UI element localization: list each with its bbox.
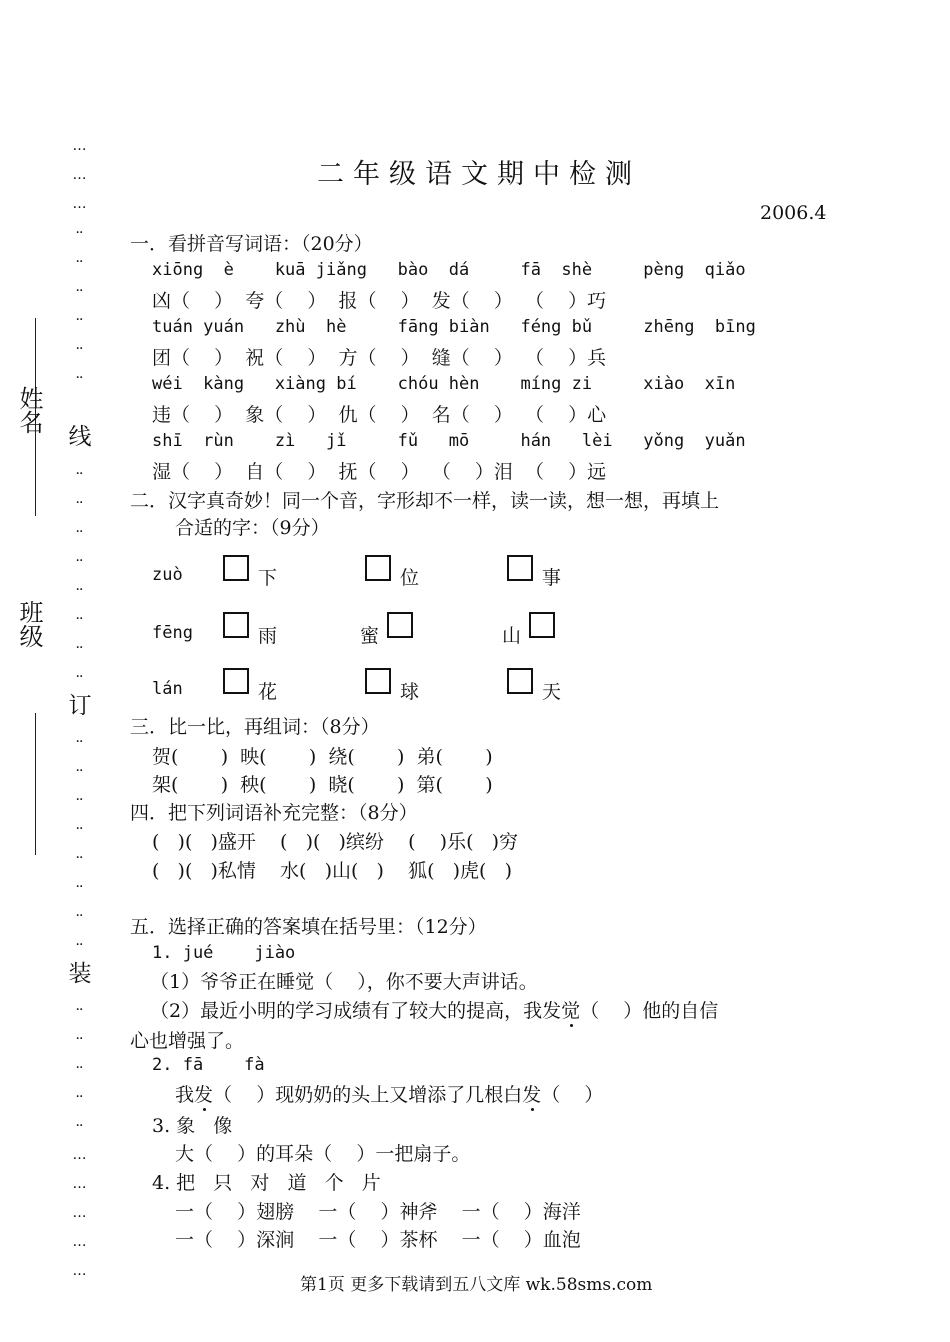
answer-box[interactable] xyxy=(223,612,249,638)
s5-q2-text xyxy=(175,1080,603,1107)
answer-box[interactable] xyxy=(387,612,413,638)
answer-box[interactable] xyxy=(365,555,391,581)
s3-row: 贺( ) 映( ) 绕( ) 弟( ) xyxy=(152,746,493,768)
s1-pinyin-row: tuán yuán zhù hè fāng biàn féng bǔ zhēng bīng xyxy=(152,317,756,337)
s5-q1-a: （1）爷爷正在睡觉（ ），你不要大声讲话。 xyxy=(150,971,538,993)
text: （2）最近小明的学习成绩有了较大的提高，我发 xyxy=(150,1000,562,1022)
dot-mark: ·· xyxy=(75,283,83,299)
dot-mark: ·· xyxy=(75,1089,83,1105)
dot-mark: ·· xyxy=(75,370,83,386)
page-footer: 第1页 更多下载请到五八文库 wk.58sms.com xyxy=(300,1275,653,1295)
dot-mark: ·· xyxy=(75,1060,83,1076)
s2-char: 花 xyxy=(258,681,278,703)
section5-heading: 五．选择正确的答案填在括号里：（12分） xyxy=(130,916,487,938)
dot-mark: ·· xyxy=(75,821,83,837)
dot-mark: … xyxy=(72,1147,86,1163)
dot-mark: ·· xyxy=(75,254,83,270)
dot-column-bot xyxy=(66,996,92,1286)
s5-q3-label: 3. 象 像 xyxy=(152,1115,233,1137)
s2-char: 天 xyxy=(542,681,562,703)
dot-mark: ·· xyxy=(75,1118,83,1134)
s1-pinyin-row: shī rùn zì jǐ fǔ mō hán lèi yǒng yuǎn xyxy=(152,431,746,451)
s2-char: 事 xyxy=(542,567,562,589)
s5-q4-row: 一（ ）深涧 一（ ）茶杯 一（ ）血泡 xyxy=(175,1229,581,1251)
s2-char: 球 xyxy=(400,681,420,703)
s2-pinyin: zuò xyxy=(152,565,183,585)
dot-mark: … xyxy=(72,138,86,154)
s5-q4-row: 一（ ）翅膀 一（ ）神斧 一（ ）海洋 xyxy=(175,1201,581,1223)
s5-q1-b xyxy=(150,996,718,1023)
dot-mark: ·· xyxy=(75,879,83,895)
dot-mark: ·· xyxy=(75,1002,83,1018)
name-label: 姓名 xyxy=(15,386,43,434)
bind-mark-order: 订 xyxy=(68,693,92,719)
dot-column-mid xyxy=(66,460,92,692)
text: （ ）现奶奶的头上又增添了几根白 xyxy=(213,1084,523,1106)
dot-mark: … xyxy=(72,1205,86,1221)
dot-mark: ·· xyxy=(75,937,83,953)
s1-char-row: 违（ ） 象（ ） 仇（ ） 名（ ） （ ）心 xyxy=(152,404,607,426)
dot-mark: … xyxy=(72,1234,86,1250)
section1-heading: 一．看拼音写词语：（20分） xyxy=(130,233,373,255)
dot-mark: ·· xyxy=(75,495,83,511)
dot-mark: … xyxy=(72,1176,86,1192)
s4-row: ( )( )私情 水( )山( ) 狐( )虎( ) xyxy=(152,860,512,882)
dot-column-low xyxy=(66,728,92,960)
section4-heading: 四．把下列词语补充完整：（8分） xyxy=(130,802,418,824)
dot-mark: ·· xyxy=(75,341,83,357)
dot-mark: … xyxy=(72,167,86,183)
s3-row: 架( ) 秧( ) 晓( ) 第( ) xyxy=(152,774,493,796)
dot-mark: ·· xyxy=(75,640,83,656)
s5-q2-pinyin: 2. fā fà xyxy=(152,1055,265,1075)
dot-mark: ·· xyxy=(75,763,83,779)
s1-char-row: 团（ ） 祝（ ） 方（ ） 缝（ ） （ ）兵 xyxy=(152,347,607,369)
dot-column-top xyxy=(66,132,92,393)
section2-heading-cont: 合适的字：（9分） xyxy=(175,517,330,539)
s5-q3-text: 大（ ）的耳朵（ ）一把扇子。 xyxy=(175,1143,471,1165)
answer-box[interactable] xyxy=(529,612,555,638)
emphasis-char: 发 xyxy=(522,1084,542,1106)
dot-mark: ·· xyxy=(75,850,83,866)
dot-mark: ·· xyxy=(75,582,83,598)
dot-mark: ·· xyxy=(75,553,83,569)
dot-mark: ·· xyxy=(75,1031,83,1047)
text: （ ）他的自信 xyxy=(580,1000,719,1022)
section3-heading: 三．比一比，再组词：（8分） xyxy=(130,716,380,738)
section2-heading: 二．汉字真奇妙！同一个音，字形却不一样，读一读，想一想，再填上 xyxy=(130,490,720,512)
dot-mark: ·· xyxy=(75,611,83,627)
s2-char: 蜜 xyxy=(360,625,380,647)
s1-char-row: 湿（ ） 自（ ） 抚（ ） （ ）泪 （ ）远 xyxy=(152,461,607,483)
answer-box[interactable] xyxy=(223,555,249,581)
dot-mark: ·· xyxy=(75,792,83,808)
s1-pinyin-row: xiōng è kuā jiǎng bào dá fā shè pèng qiǎo xyxy=(152,260,746,280)
dot-mark: ·· xyxy=(75,734,83,750)
s1-pinyin-row: wéi kàng xiàng bí chóu hèn míng zi xiào xīn xyxy=(152,374,736,394)
answer-box[interactable] xyxy=(507,668,533,694)
dot-mark: ·· xyxy=(75,466,83,482)
dot-mark: … xyxy=(72,196,86,212)
s2-pinyin: lán xyxy=(152,679,183,699)
s2-pinyin: fēng xyxy=(152,623,193,643)
class-label: 班级 xyxy=(15,600,43,648)
s4-row: ( )( )盛开 ( )( )缤纷 ( )乐( )穷 xyxy=(152,831,519,853)
s1-char-row: 凶（ ） 夸（ ） 报（ ） 发（ ） （ ）巧 xyxy=(152,290,607,312)
dot-mark: ·· xyxy=(75,669,83,685)
s2-char: 下 xyxy=(258,567,278,589)
bind-mark-bind: 装 xyxy=(68,961,92,987)
bind-mark-line: 线 xyxy=(68,424,92,450)
s5-q4-label: 4. 把 只 对 道 个 片 xyxy=(152,1172,381,1194)
emphasis-char: 发 xyxy=(194,1084,214,1106)
s5-q1-b-cont: 心也增强了。 xyxy=(130,1030,245,1052)
margin-line-bottom xyxy=(35,713,36,855)
s2-char: 雨 xyxy=(258,625,278,647)
text: 我 xyxy=(175,1084,195,1106)
dot-mark: … xyxy=(72,1263,86,1279)
dot-mark: ·· xyxy=(75,225,83,241)
exam-date: 2006.4 xyxy=(760,202,827,224)
s2-char: 山 xyxy=(502,625,522,647)
answer-box[interactable] xyxy=(223,668,249,694)
answer-box[interactable] xyxy=(365,668,391,694)
emphasis-char: 觉 xyxy=(561,1000,581,1022)
s5-q1-pinyin: 1. jué jiào xyxy=(152,943,296,963)
dot-mark: ·· xyxy=(75,312,83,328)
answer-box[interactable] xyxy=(507,555,533,581)
dot-mark: ·· xyxy=(75,524,83,540)
dot-mark: ·· xyxy=(75,908,83,924)
page-title: 二年级语文期中检测 xyxy=(317,159,641,190)
s2-char: 位 xyxy=(400,567,420,589)
text: （ ） xyxy=(541,1084,604,1106)
